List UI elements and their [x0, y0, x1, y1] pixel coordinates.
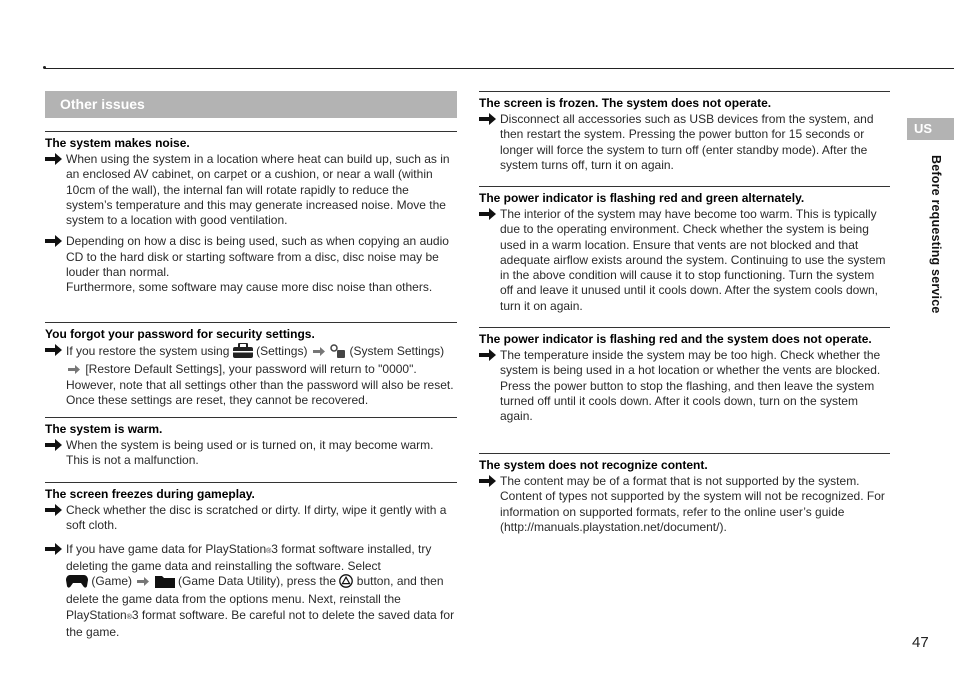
- red-item-1: The temperature inside the system may be too high. Check whether the system is being used in a hot location or whether the vents are blocked. Press the power button to stop the flashing, and then leave the system turned off until it cools down. After it cools down, turn on the system again.: [500, 348, 881, 424]
- arrow-icon: [45, 235, 62, 247]
- freeze-item-2b: 3 format software installed, try deleting the game data and reinstalling the software. Select: [66, 541, 432, 573]
- content-title: The system does not recognize content.: [479, 458, 708, 472]
- system-settings-icon: [330, 344, 346, 362]
- arrow-icon: [479, 475, 496, 487]
- list-item: [45, 503, 457, 534]
- list-item: [45, 343, 457, 408]
- warm-item-1: When the system is being used or is turned on, it may become warm. This is not a malfunction.: [66, 438, 434, 468]
- warm-block: [45, 417, 457, 469]
- section-title: Other issues: [45, 91, 457, 118]
- content-block: [479, 453, 890, 535]
- arrow-small-icon: [313, 345, 325, 354]
- arrow-icon: [45, 504, 62, 516]
- page-number: 47: [912, 634, 929, 651]
- frozen-block: [479, 91, 890, 173]
- list-item: [45, 542, 457, 641]
- red-green-title: The power indicator is flashing red and green alternately.: [479, 191, 805, 205]
- noise-item-2-cont: Furthermore, some software may cause more disc noise than others.: [66, 280, 433, 295]
- arrow-icon: [45, 439, 62, 451]
- registered-mark: ®: [266, 547, 272, 555]
- region-tab: US: [907, 118, 954, 140]
- password-title: You forgot your password for security settings.: [45, 327, 315, 341]
- freeze-block: [45, 482, 457, 640]
- list-item: [479, 112, 890, 173]
- arrow-icon: [479, 208, 496, 220]
- freeze-title: The screen freezes during gameplay.: [45, 487, 255, 501]
- arrow-small-icon: [68, 363, 80, 372]
- registered-mark: ®: [126, 613, 132, 621]
- arrow-small-icon: [137, 575, 149, 584]
- password-block: [45, 322, 457, 408]
- list-item: [479, 207, 890, 314]
- settings-label: (Settings): [256, 344, 308, 358]
- freeze-item-1: Check whether the disc is scratched or dirty. If dirty, wipe it gently with a soft cloth.: [66, 503, 447, 533]
- arrow-icon: [479, 349, 496, 361]
- arrow-icon: [479, 113, 496, 125]
- frozen-title: The screen is frozen. The system does not operate.: [479, 96, 772, 110]
- system-settings-label: (System Settings): [349, 344, 445, 358]
- content-item-1: The content may be of a format that is not supported by the system. Content of types not supported by the system will not be recognized. For information on supported formats, refer to the online user’s guide (http://manuals.playstation.net/document/).: [500, 474, 885, 534]
- password-text-a: If you restore the system using: [66, 344, 230, 358]
- arrow-icon: [45, 344, 62, 356]
- freeze-item-2c: button, and then delete the game data from the options menu. Next, reinstall the PlayStation: [66, 574, 444, 622]
- game-data-utility-label: (Game Data Utility), press the: [178, 574, 337, 589]
- game-icon: [66, 574, 88, 592]
- frozen-item-1: Disconnect all accessories such as USB devices from the system, and then restart the system. Pressing the power button for 15 seconds or longer will force the system to turn off (enter standby mode). After the system turns off, turn it on again.: [500, 112, 874, 172]
- red-green-block: [479, 186, 890, 314]
- red-title: The power indicator is flashing red and the system does not operate.: [479, 332, 872, 346]
- password-text-b: [Restore Default Settings], your password will return to "0000". However, note that all settings other than the password will also be reset. Once these settings are reset, they cannot be recovered.: [66, 362, 454, 407]
- settings-icon: [233, 343, 253, 362]
- noise-item-2: Depending on how a disc is being used, such as when copying an audio CD to the hard disk or starting software from a disc, disc noise may be louder than normal.: [66, 234, 449, 280]
- arrow-icon: [45, 153, 62, 165]
- noise-title: The system makes noise.: [45, 136, 190, 150]
- list-item: [479, 474, 890, 535]
- list-item: [45, 234, 457, 295]
- red-block: [479, 327, 890, 424]
- list-item: [45, 438, 457, 469]
- game-label: (Game): [91, 574, 133, 589]
- arrow-icon: [45, 543, 62, 555]
- red-green-item-1: The interior of the system may have become too warm. This is typically due to the operating environment. Check whether the system is being used in a warm location. Ensure that vents are not blocked and that adequate airflow exists around the system. Continuing to use the system in the above condition will cause it to stop functioning. Turn the system off and leave it unused until it cools down. After the system cools down, turn it on again.: [500, 207, 886, 313]
- top-rule: [44, 68, 954, 69]
- noise-item-1: When using the system in a location where heat can build up, such as in an enclosed AV cabinet, on carpet or a cushion, or near a wall (within 10cm of the wall), the internal fan will rotate rapidly to reduce the system’s temperature and this may generate increased noise. Move the system to a location with good ventilation.: [66, 152, 450, 228]
- warm-title: The system is warm.: [45, 422, 163, 436]
- freeze-item-2a: If you have game data for PlayStation: [66, 541, 267, 556]
- list-item: [45, 152, 457, 228]
- triangle-button-icon: [339, 574, 353, 592]
- freeze-item-2d: 3 format software. Be careful not to delete the saved data for the game.: [66, 607, 455, 640]
- chapter-title: Before requesting service: [929, 155, 943, 314]
- noise-block: [45, 131, 457, 296]
- folder-icon: [155, 574, 175, 592]
- list-item: [479, 348, 890, 424]
